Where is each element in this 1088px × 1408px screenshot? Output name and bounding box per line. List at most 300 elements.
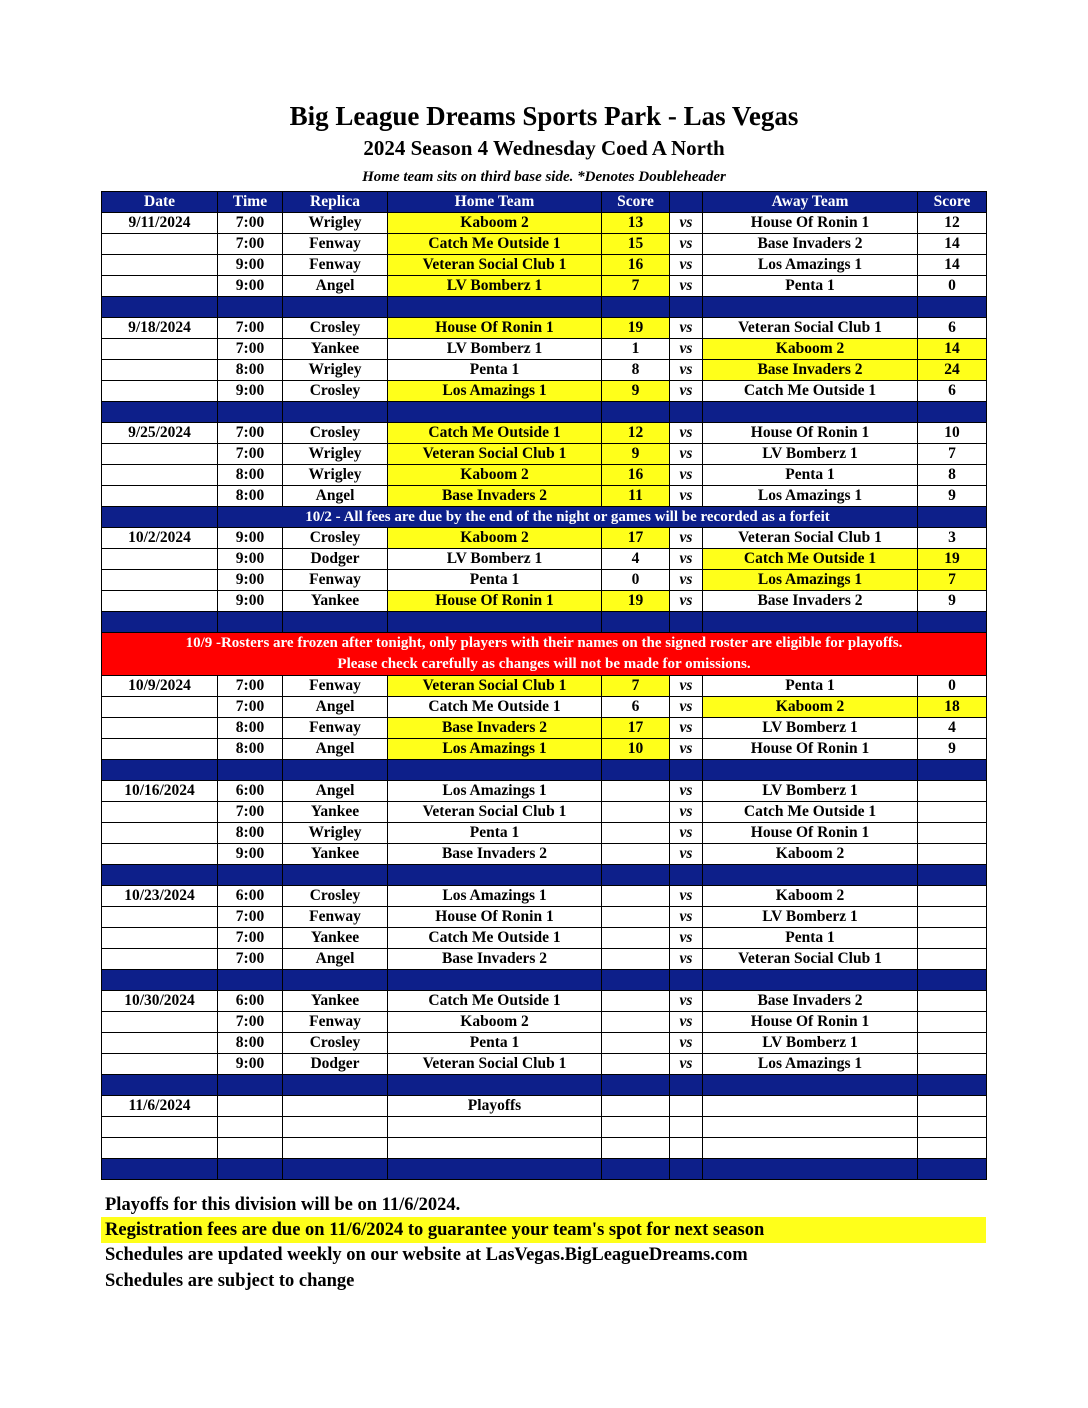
game-date [102, 591, 218, 612]
week-separator-row [102, 297, 987, 318]
separator-cell [703, 612, 918, 633]
game-field: Wrigley [283, 444, 388, 465]
away-score: 4 [918, 718, 987, 739]
empty-cell [283, 1138, 388, 1159]
game-time: 6:00 [218, 781, 283, 802]
game-field: Wrigley [283, 360, 388, 381]
away-score: 6 [918, 318, 987, 339]
away-team: Veteran Social Club 1 [703, 318, 918, 339]
home-team: LV Bomberz 1 [388, 276, 602, 297]
separator-cell [102, 970, 218, 991]
schedule-table [101, 191, 987, 1180]
roster-alert-line2: Please check carefully as changes will not be made for omissions. [337, 656, 751, 672]
separator-cell [918, 760, 987, 781]
col-header-away-score: Score [918, 192, 987, 213]
week-separator-row [102, 970, 987, 991]
separator-cell [218, 1075, 283, 1096]
game-time: 8:00 [218, 486, 283, 507]
away-team: Los Amazings 1 [703, 486, 918, 507]
game-date [102, 718, 218, 739]
week-separator-row [102, 612, 987, 633]
empty-cell [602, 1096, 670, 1117]
game-date [102, 360, 218, 381]
home-team: Veteran Social Club 1 [388, 676, 602, 697]
separator-cell [283, 865, 388, 886]
vs-label: vs [670, 844, 703, 865]
separator-cell [388, 1075, 602, 1096]
game-time: 7:00 [218, 318, 283, 339]
vs-label: vs [670, 697, 703, 718]
home-score: 7 [602, 676, 670, 697]
away-team: Kaboom 2 [703, 697, 918, 718]
game-row [102, 1012, 987, 1033]
game-field: Crosley [283, 423, 388, 444]
home-team: Catch Me Outside 1 [388, 234, 602, 255]
separator-cell [283, 402, 388, 423]
away-score: 18 [918, 697, 987, 718]
game-field: Fenway [283, 255, 388, 276]
game-field: Yankee [283, 844, 388, 865]
vs-label: vs [670, 213, 703, 234]
game-field: Crosley [283, 318, 388, 339]
empty-cell [602, 1138, 670, 1159]
away-team: Base Invaders 2 [703, 360, 918, 381]
separator-cell [218, 865, 283, 886]
home-score: 19 [602, 591, 670, 612]
home-score [602, 991, 670, 1012]
empty-cell [388, 1117, 602, 1138]
vs-label: vs [670, 907, 703, 928]
away-team: LV Bomberz 1 [703, 907, 918, 928]
game-field: Angel [283, 486, 388, 507]
home-team: Los Amazings 1 [388, 886, 602, 907]
game-date: 10/2/2024 [102, 528, 218, 549]
separator-cell [283, 1159, 388, 1180]
game-field: Yankee [283, 802, 388, 823]
separator-cell [102, 297, 218, 318]
away-score: 7 [918, 444, 987, 465]
game-time: 9:00 [218, 381, 283, 402]
vs-label: vs [670, 465, 703, 486]
away-team: House Of Ronin 1 [703, 739, 918, 760]
away-score [918, 823, 987, 844]
game-field: Dodger [283, 549, 388, 570]
col-header-away-team: Away Team [703, 192, 918, 213]
game-time: 7:00 [218, 907, 283, 928]
blank-row [102, 1138, 987, 1159]
separator-cell [703, 970, 918, 991]
separator-cell [283, 970, 388, 991]
game-time: 9:00 [218, 570, 283, 591]
game-field: Yankee [283, 591, 388, 612]
vs-label: vs [670, 781, 703, 802]
away-team: Base Invaders 2 [703, 991, 918, 1012]
game-time: 9:00 [218, 276, 283, 297]
vs-label: vs [670, 823, 703, 844]
game-row [102, 381, 987, 402]
vs-label: vs [670, 570, 703, 591]
home-team: Veteran Social Club 1 [388, 255, 602, 276]
vs-label: vs [670, 549, 703, 570]
home-team: Catch Me Outside 1 [388, 928, 602, 949]
away-score: 9 [918, 739, 987, 760]
away-score: 3 [918, 528, 987, 549]
separator-cell [218, 612, 283, 633]
home-score: 8 [602, 360, 670, 381]
home-score [602, 823, 670, 844]
game-row [102, 255, 987, 276]
game-time: 9:00 [218, 255, 283, 276]
home-score: 4 [602, 549, 670, 570]
game-row [102, 697, 987, 718]
blank-row [102, 1117, 987, 1138]
game-row [102, 844, 987, 865]
home-team: Base Invaders 2 [388, 486, 602, 507]
footer-change-note: Schedules are subject to change [105, 1271, 355, 1291]
col-header-date: Date [102, 192, 218, 213]
separator-cell [218, 760, 283, 781]
vs-label: vs [670, 444, 703, 465]
footer-registration-note: Registration fees are due on 11/6/2024 to guarantee your team's spot for next season [101, 1217, 986, 1243]
game-time: 7:00 [218, 423, 283, 444]
game-time: 9:00 [218, 528, 283, 549]
game-row [102, 718, 987, 739]
vs-label: vs [670, 360, 703, 381]
away-team: Veteran Social Club 1 [703, 528, 918, 549]
home-score: 7 [602, 276, 670, 297]
vs-label: vs [670, 423, 703, 444]
empty-cell [918, 1117, 987, 1138]
separator-cell [918, 402, 987, 423]
home-score: 19 [602, 318, 670, 339]
game-field: Dodger [283, 1054, 388, 1075]
home-team: Kaboom 2 [388, 1012, 602, 1033]
game-row [102, 360, 987, 381]
game-date [102, 465, 218, 486]
home-score: 9 [602, 444, 670, 465]
game-field: Angel [283, 781, 388, 802]
game-date: 9/25/2024 [102, 423, 218, 444]
col-header-home-score: Score [602, 192, 670, 213]
away-score: 0 [918, 276, 987, 297]
home-team: Catch Me Outside 1 [388, 697, 602, 718]
away-score: 9 [918, 591, 987, 612]
game-row [102, 423, 987, 444]
game-date: 9/18/2024 [102, 318, 218, 339]
home-team: Catch Me Outside 1 [388, 991, 602, 1012]
away-score [918, 1033, 987, 1054]
empty-cell [388, 1138, 602, 1159]
vs-label: vs [670, 1054, 703, 1075]
game-field: Yankee [283, 928, 388, 949]
home-team: Kaboom 2 [388, 465, 602, 486]
game-row [102, 676, 987, 697]
home-score [602, 886, 670, 907]
game-row [102, 318, 987, 339]
home-score: 16 [602, 255, 670, 276]
empty-cell [670, 1096, 703, 1117]
away-team: Kaboom 2 [703, 844, 918, 865]
home-score [602, 1033, 670, 1054]
game-row [102, 570, 987, 591]
game-row [102, 465, 987, 486]
away-score: 0 [918, 676, 987, 697]
game-field: Yankee [283, 339, 388, 360]
game-time: 8:00 [218, 718, 283, 739]
away-team: Los Amazings 1 [703, 255, 918, 276]
game-row [102, 739, 987, 760]
empty-cell [218, 1138, 283, 1159]
game-row [102, 928, 987, 949]
separator-cell [388, 970, 602, 991]
away-score: 7 [918, 570, 987, 591]
separator-cell [218, 402, 283, 423]
roster-alert-row [102, 633, 987, 676]
home-team: House Of Ronin 1 [388, 591, 602, 612]
game-date: 10/30/2024 [102, 991, 218, 1012]
notice-spacer [918, 507, 987, 528]
game-time: 9:00 [218, 844, 283, 865]
home-team: Veteran Social Club 1 [388, 802, 602, 823]
away-team: Penta 1 [703, 465, 918, 486]
game-row [102, 549, 987, 570]
away-team: Base Invaders 2 [703, 234, 918, 255]
home-team: Kaboom 2 [388, 213, 602, 234]
game-row [102, 949, 987, 970]
game-date [102, 339, 218, 360]
game-row [102, 823, 987, 844]
game-time: 8:00 [218, 739, 283, 760]
separator-cell [703, 865, 918, 886]
game-field: Fenway [283, 676, 388, 697]
game-field: Angel [283, 739, 388, 760]
home-team: Penta 1 [388, 360, 602, 381]
empty-cell [102, 1138, 218, 1159]
game-time: 7:00 [218, 1012, 283, 1033]
home-score: 0 [602, 570, 670, 591]
game-date [102, 549, 218, 570]
game-time: 8:00 [218, 465, 283, 486]
home-team: Penta 1 [388, 1033, 602, 1054]
game-time: 8:00 [218, 360, 283, 381]
away-score [918, 1054, 987, 1075]
separator-cell [602, 297, 670, 318]
game-field: Fenway [283, 234, 388, 255]
game-time: 7:00 [218, 676, 283, 697]
vs-label: vs [670, 486, 703, 507]
separator-cell [670, 865, 703, 886]
separator-cell [602, 760, 670, 781]
home-team: Kaboom 2 [388, 528, 602, 549]
separator-cell [602, 402, 670, 423]
game-field: Crosley [283, 1033, 388, 1054]
separator-cell [283, 1075, 388, 1096]
home-score [602, 1054, 670, 1075]
game-date [102, 928, 218, 949]
page-title: Big League Dreams Sports Park - Las Vegas [289, 101, 799, 131]
vs-label: vs [670, 528, 703, 549]
game-field: Wrigley [283, 213, 388, 234]
away-score: 9 [918, 486, 987, 507]
home-score: 15 [602, 234, 670, 255]
away-score [918, 949, 987, 970]
week-separator-row [102, 1159, 987, 1180]
game-field: Fenway [283, 570, 388, 591]
home-team: House Of Ronin 1 [388, 318, 602, 339]
vs-label: vs [670, 802, 703, 823]
away-team: LV Bomberz 1 [703, 718, 918, 739]
separator-cell [218, 1159, 283, 1180]
home-team: Los Amazings 1 [388, 381, 602, 402]
separator-cell [670, 1075, 703, 1096]
home-team: Base Invaders 2 [388, 718, 602, 739]
vs-label: vs [670, 339, 703, 360]
game-time: 7:00 [218, 928, 283, 949]
away-score [918, 991, 987, 1012]
away-team: House Of Ronin 1 [703, 213, 918, 234]
game-date: 10/9/2024 [102, 676, 218, 697]
game-time: 8:00 [218, 823, 283, 844]
game-row [102, 886, 987, 907]
empty-cell [670, 1117, 703, 1138]
notice-spacer [102, 507, 218, 528]
vs-label: vs [670, 1012, 703, 1033]
vs-label: vs [670, 591, 703, 612]
separator-cell [703, 402, 918, 423]
game-field: Crosley [283, 528, 388, 549]
game-date [102, 949, 218, 970]
game-row [102, 528, 987, 549]
away-team: Base Invaders 2 [703, 591, 918, 612]
separator-cell [102, 865, 218, 886]
vs-label: vs [670, 381, 703, 402]
separator-cell [602, 970, 670, 991]
game-row [102, 444, 987, 465]
game-date: 11/6/2024 [102, 1096, 218, 1117]
empty-cell [218, 1096, 283, 1117]
vs-label: vs [670, 255, 703, 276]
game-row [102, 276, 987, 297]
game-date [102, 1054, 218, 1075]
game-time: 7:00 [218, 697, 283, 718]
away-score [918, 928, 987, 949]
week-separator-row [102, 760, 987, 781]
game-time: 7:00 [218, 213, 283, 234]
separator-cell [102, 760, 218, 781]
game-date [102, 907, 218, 928]
separator-cell [218, 297, 283, 318]
separator-cell [918, 1075, 987, 1096]
away-score [918, 886, 987, 907]
away-score [918, 907, 987, 928]
separator-cell [918, 297, 987, 318]
playoff-label: Playoffs [388, 1096, 602, 1117]
game-time: 6:00 [218, 991, 283, 1012]
page-subtitle: 2024 Season 4 Wednesday Coed A North [363, 136, 725, 160]
game-time: 9:00 [218, 1054, 283, 1075]
col-header-replica: Replica [283, 192, 388, 213]
home-score: 10 [602, 739, 670, 760]
home-score: 6 [602, 697, 670, 718]
game-time: 8:00 [218, 1033, 283, 1054]
away-score [918, 781, 987, 802]
vs-label: vs [670, 676, 703, 697]
empty-cell [703, 1138, 918, 1159]
empty-cell [102, 1117, 218, 1138]
away-score: 10 [918, 423, 987, 444]
separator-cell [102, 1159, 218, 1180]
game-field: Angel [283, 276, 388, 297]
col-header-vs [670, 192, 703, 213]
home-score [602, 949, 670, 970]
game-date [102, 255, 218, 276]
separator-cell [670, 297, 703, 318]
home-score: 16 [602, 465, 670, 486]
col-header-time: Time [218, 192, 283, 213]
empty-cell [703, 1117, 918, 1138]
separator-cell [670, 760, 703, 781]
home-score [602, 1012, 670, 1033]
vs-label: vs [670, 739, 703, 760]
game-time: 7:00 [218, 802, 283, 823]
home-team: Los Amazings 1 [388, 781, 602, 802]
game-field: Crosley [283, 886, 388, 907]
home-score: 11 [602, 486, 670, 507]
away-score [918, 1012, 987, 1033]
game-row [102, 991, 987, 1012]
home-team: LV Bomberz 1 [388, 339, 602, 360]
separator-cell [670, 612, 703, 633]
game-time: 7:00 [218, 339, 283, 360]
away-team: Los Amazings 1 [703, 1054, 918, 1075]
separator-cell [918, 612, 987, 633]
empty-cell [918, 1138, 987, 1159]
game-date [102, 234, 218, 255]
game-date: 9/11/2024 [102, 213, 218, 234]
away-team: House Of Ronin 1 [703, 423, 918, 444]
away-team: LV Bomberz 1 [703, 781, 918, 802]
game-row [102, 1033, 987, 1054]
away-team: Penta 1 [703, 928, 918, 949]
separator-cell [388, 297, 602, 318]
away-score: 6 [918, 381, 987, 402]
empty-cell [670, 1138, 703, 1159]
home-team: Penta 1 [388, 570, 602, 591]
game-field: Angel [283, 949, 388, 970]
home-score [602, 781, 670, 802]
home-team: Catch Me Outside 1 [388, 423, 602, 444]
away-score: 12 [918, 213, 987, 234]
game-date [102, 697, 218, 718]
game-field: Wrigley [283, 823, 388, 844]
separator-cell [218, 970, 283, 991]
home-team: Base Invaders 2 [388, 949, 602, 970]
fee-notice-row [102, 507, 987, 528]
col-header-home-team: Home Team [388, 192, 602, 213]
away-team: Veteran Social Club 1 [703, 949, 918, 970]
away-team: Kaboom 2 [703, 339, 918, 360]
empty-cell [918, 1096, 987, 1117]
separator-cell [703, 297, 918, 318]
separator-cell [602, 612, 670, 633]
home-score: 17 [602, 528, 670, 549]
separator-cell [102, 1075, 218, 1096]
game-row [102, 907, 987, 928]
game-row [102, 213, 987, 234]
separator-cell [918, 1159, 987, 1180]
game-date [102, 1012, 218, 1033]
vs-label: vs [670, 949, 703, 970]
